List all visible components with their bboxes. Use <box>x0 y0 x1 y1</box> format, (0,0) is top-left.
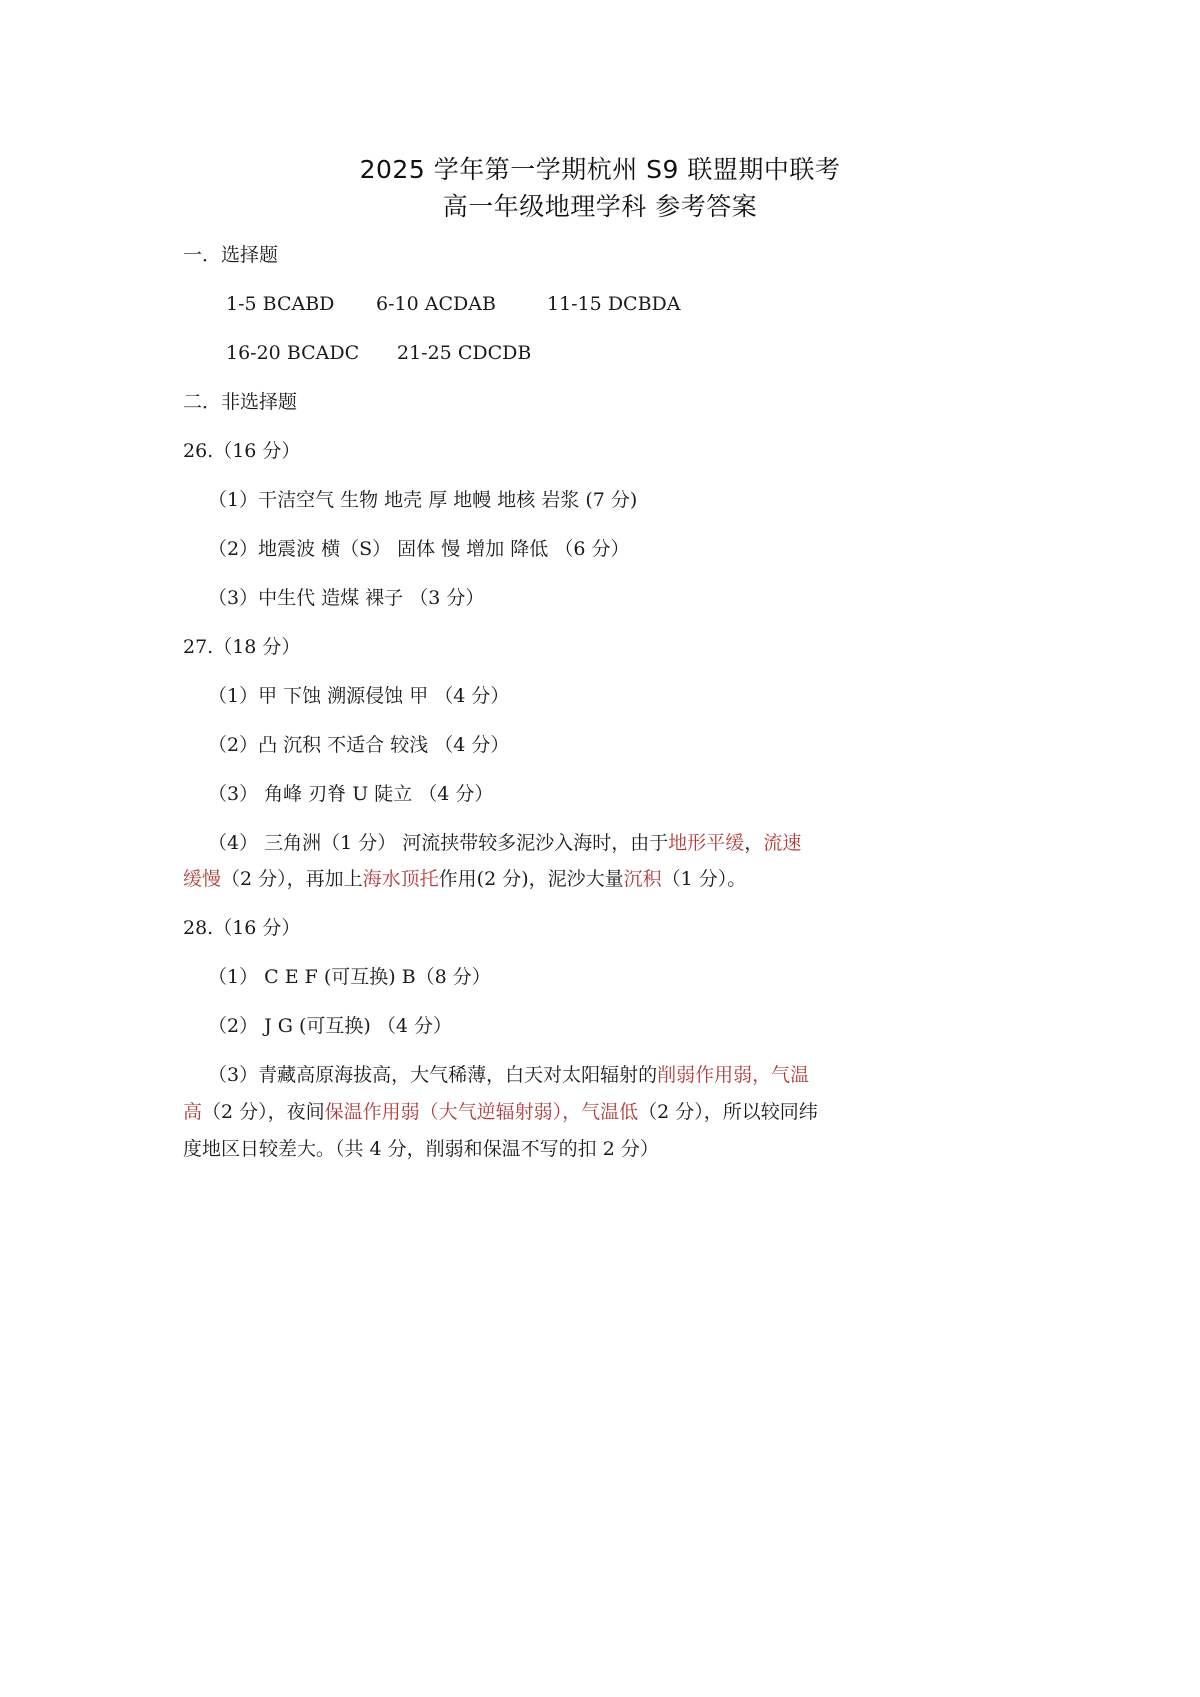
answer-text: （1 分）。 <box>661 868 747 890</box>
key-point-text: 海水顶托 <box>362 868 439 890</box>
answer-group-1-5: 1-5 BCABD <box>226 293 335 315</box>
answer-text: （2 分），所以较同纬 <box>638 1101 818 1123</box>
key-point-text: 缓慢 <box>183 868 222 890</box>
question-28-part-1: （1） C E F (可互换) B（8 分） <box>208 966 491 988</box>
question-28-part-2: （2） J G (可互换) （4 分） <box>208 1015 452 1037</box>
question-28-heading: 28.（16 分） <box>183 917 301 939</box>
answer-text: （3）青藏高原海拔高，大气稀薄，白天对太阳辐射的 <box>208 1064 658 1086</box>
question-28-part-3-line-1 <box>208 1063 809 1087</box>
question-26-part-2: （2）地震波 横（S） 固体 慢 增加 降低 （6 分） <box>208 538 630 560</box>
section-heading-multiple-choice: 一．选择题 <box>183 244 279 266</box>
answer-group-16-20: 16-20 BCADC <box>226 342 360 364</box>
key-point-text: 流速 <box>763 832 802 854</box>
question-27-part-1: （1）甲 下蚀 溯源侵蚀 甲 （4 分） <box>208 685 510 707</box>
answer-group-6-10: 6-10 ACDAB <box>376 293 496 315</box>
question-28-part-3-line-2 <box>183 1100 818 1124</box>
question-27-heading: 27.（18 分） <box>183 636 301 658</box>
key-point-text: 地形平缓 <box>668 832 745 854</box>
answer-text: （4） 三角洲（1 分） 河流挟带较多泥沙入海时，由于 <box>208 832 669 854</box>
key-point-text: 高 <box>183 1101 203 1123</box>
answer-group-11-15: 11-15 DCBDA <box>547 293 681 315</box>
question-28-part-3-line-3: 度地区日较差大。（共 4 分，削弱和保温不写的扣 2 分） <box>183 1138 659 1160</box>
question-27-part-2: （2）凸 沉积 不适合 较浅 （4 分） <box>208 734 510 756</box>
answer-text: ， <box>744 832 764 854</box>
key-point-text: 保温作用弱（大气逆辐射弱），气温低 <box>324 1101 639 1123</box>
question-26-heading: 26.（16 分） <box>183 440 301 462</box>
answer-group-21-25: 21-25 CDCDB <box>397 342 532 364</box>
exam-title: 2025 学年第一学期杭州 S9 联盟期中联考 <box>359 155 841 184</box>
answer-text: （2 分），再加上 <box>221 868 363 890</box>
answer-text: 作用(2 分)，泥沙大量 <box>438 868 624 890</box>
question-26-part-1: （1）干洁空气 生物 地壳 厚 地幔 地核 岩浆 (7 分) <box>208 489 638 511</box>
key-point-text: 削弱作用弱，气温 <box>657 1064 810 1086</box>
exam-subtitle: 高一年级地理学科 参考答案 <box>442 192 758 221</box>
question-27-part-3: （3） 角峰 刃脊 U 陡立 （4 分） <box>208 783 494 805</box>
question-27-part-4-line-1 <box>208 831 801 855</box>
key-point-text: 沉积 <box>623 868 662 890</box>
question-27-part-4-line-2 <box>183 867 746 891</box>
section-heading-non-choice: 二．非选择题 <box>183 391 298 413</box>
question-26-part-3: （3）中生代 造煤 裸子 （3 分） <box>208 587 485 609</box>
answer-text: （2 分），夜间 <box>202 1101 325 1123</box>
